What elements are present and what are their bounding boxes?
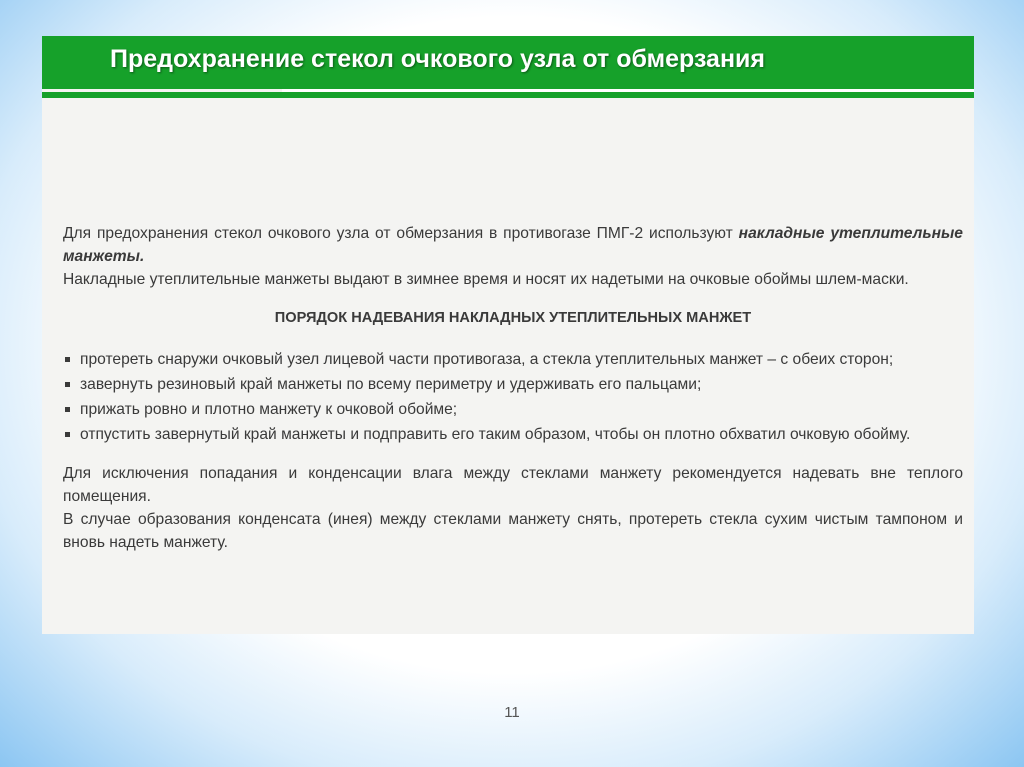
step-text: прижать ровно и плотно манжету к очковой обойме;	[80, 401, 458, 418]
bullet-square-icon	[65, 357, 70, 362]
slide-content	[63, 222, 963, 554]
list-item	[63, 373, 963, 396]
step-text: завернуть резиновый край манжеты по всему периметру и удерживать его пальцами;	[80, 376, 702, 393]
intro-paragraph	[63, 222, 963, 268]
list-item	[63, 423, 963, 446]
steps-list	[63, 348, 963, 446]
step-text: отпустить завернутый край манжеты и подправить его таким образом, чтобы он плотно обхватил очковую обойму.	[80, 426, 911, 443]
title-divider-green	[42, 92, 974, 98]
slide-title: Предохранение стекол очкового узла от обмерзания	[110, 45, 766, 73]
list-item	[63, 348, 963, 371]
intro-text: Для предохранения стекол очкового узла от обмерзания в противогазе ПМГ-2 используют	[63, 225, 739, 242]
issue-paragraph: Накладные утеплительные манжеты выдают в зимнее время и носят их надетыми на очковые обоймы шлем-маски.	[63, 271, 909, 288]
page-number: 11	[504, 704, 520, 721]
bullet-square-icon	[65, 407, 70, 412]
list-item	[63, 398, 963, 421]
bullet-square-icon	[65, 382, 70, 387]
note-paragraph-2: В случае образования конденсата (инея) между стеклами манжету снять, протереть стекла сухим чистым тампоном и вновь надеть манжету.	[63, 511, 963, 551]
title-bar	[42, 36, 974, 89]
section-heading: ПОРЯДОК НАДЕВАНИЯ НАКЛАДНЫХ УТЕПЛИТЕЛЬНЫХ МАНЖЕТ	[274, 310, 752, 326]
spacer	[63, 448, 963, 462]
bullet-square-icon	[65, 432, 70, 437]
intro-emphasis: накладные утеплительные манжеты.	[63, 225, 963, 265]
step-text: протереть снаружи очковый узел лицевой части противогаза, а стекла утеплительных манжет – с обеих сторон;	[80, 351, 894, 368]
note-paragraph-1: Для исключения попадания и конденсации влага между стеклами манжету рекомендуется надевать вне теплого помещения.	[63, 465, 963, 505]
slide-panel	[42, 36, 974, 634]
